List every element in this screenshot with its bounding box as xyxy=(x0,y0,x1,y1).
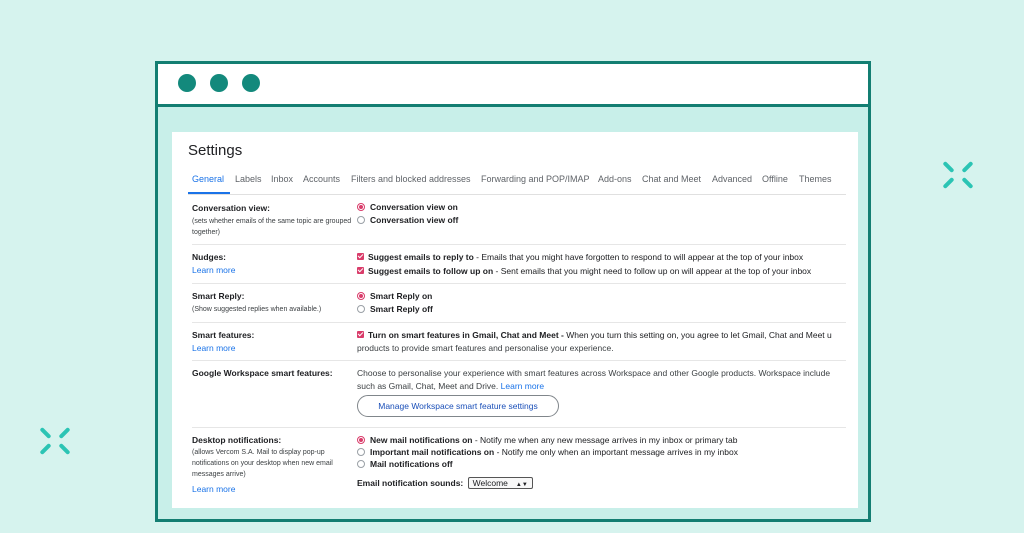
tab-filters[interactable]: Filters and blocked addresses xyxy=(351,174,471,184)
radio-checked-icon xyxy=(357,292,365,300)
tab-themes[interactable]: Themes xyxy=(799,174,832,184)
notification-sounds-row xyxy=(357,477,533,489)
tab-accounts[interactable]: Accounts xyxy=(303,174,341,184)
window-titlebar xyxy=(158,64,868,107)
setting-row-workspace xyxy=(192,361,846,428)
setting-description: (Show suggested replies when available.) xyxy=(192,306,322,313)
checkbox-checked-icon xyxy=(357,331,364,338)
setting-label: Smart Reply: xyxy=(192,291,245,301)
tab-offline[interactable]: Offline xyxy=(762,174,788,184)
radio-mail-notifications-off[interactable]: Mail notifications off xyxy=(357,459,453,469)
setting-description: (allows Vercom S.A. Mail to display pop-up notifications on your desktop when new email messages arrive) xyxy=(192,449,333,478)
setting-row-nudges xyxy=(192,245,846,284)
radio-unchecked-icon xyxy=(357,448,365,456)
setting-label: Desktop notifications: xyxy=(192,435,282,445)
tab-general[interactable]: General xyxy=(192,174,225,184)
setting-label: Smart features: xyxy=(192,330,255,340)
browser-window xyxy=(155,61,871,522)
page-title: Settings xyxy=(188,142,243,159)
setting-description: (sets whether emails of the same topic are grouped together) xyxy=(192,218,352,236)
setting-row-desktop-notifications xyxy=(192,428,846,508)
checkbox-checked-icon xyxy=(357,267,364,274)
notification-sounds-select[interactable]: Welcome ▲▼ xyxy=(468,477,533,489)
radio-conversation-view-off[interactable]: Conversation view off xyxy=(357,215,458,225)
radio-checked-icon xyxy=(357,203,365,211)
tab-inbox[interactable]: Inbox xyxy=(271,174,294,184)
learn-more-link[interactable]: Learn more xyxy=(192,265,236,275)
checkbox-checked-icon xyxy=(357,253,364,260)
setting-description-line2: such as Gmail, Chat, Meet and Drive. Learn more xyxy=(357,381,545,391)
setting-label: Google Workspace smart features: xyxy=(192,368,333,378)
decoration-spark-icon-right xyxy=(940,157,976,193)
window-dot-icon[interactable] xyxy=(178,74,196,92)
window-dot-icon[interactable] xyxy=(210,74,228,92)
setting-label: Nudges: xyxy=(192,252,226,262)
setting-label: Conversation view: xyxy=(192,203,270,213)
setting-description: products to provide smart features and personalise your experience. xyxy=(357,343,614,353)
checkbox-suggest-reply[interactable]: Suggest emails to reply to - Emails that you might have forgotten to respond to will appear at the top of your inbox xyxy=(357,252,803,262)
checkbox-smart-features[interactable]: Turn on smart features in Gmail, Chat and Meet - When you turn this setting on, you agree to let Gmail, Chat and Meet u xyxy=(357,330,832,340)
checkbox-suggest-follow-up[interactable]: Suggest emails to follow up on - Sent emails that you might need to follow up on will appear at the top of your inbox xyxy=(357,266,811,276)
radio-important-mail-notifications[interactable]: Important mail notifications on - Notify me only when an important message arrives in my inbox xyxy=(357,447,738,457)
tab-advanced[interactable]: Advanced xyxy=(712,174,753,184)
setting-row-conversation-view xyxy=(192,196,846,245)
active-tab-indicator xyxy=(188,192,230,194)
settings-tabs xyxy=(188,172,846,195)
tab-addons[interactable]: Add-ons xyxy=(598,174,632,184)
setting-description: Choose to personalise your experience with smart features across Workspace and other Google products. Workspace include xyxy=(357,368,831,378)
updown-arrow-icon: ▲▼ xyxy=(515,482,528,488)
manage-workspace-button[interactable]: Manage Workspace smart feature settings xyxy=(357,395,559,417)
tab-chat-meet[interactable]: Chat and Meet xyxy=(642,174,702,184)
notification-sounds-label: Email notification sounds: xyxy=(357,478,464,488)
decoration-spark-icon-left xyxy=(37,423,73,459)
tab-labels[interactable]: Labels xyxy=(235,174,262,184)
learn-more-link[interactable]: Learn more xyxy=(192,484,236,494)
radio-unchecked-icon xyxy=(357,216,365,224)
learn-more-link[interactable]: Learn more xyxy=(192,343,236,353)
radio-conversation-view-on[interactable]: Conversation view on xyxy=(357,202,458,212)
radio-smart-reply-on[interactable]: Smart Reply on xyxy=(357,291,432,301)
settings-panel xyxy=(172,132,858,508)
radio-new-mail-notifications[interactable]: New mail notifications on - Notify me when any new message arrives in my inbox or primary tab xyxy=(357,435,738,445)
window-dot-icon[interactable] xyxy=(242,74,260,92)
radio-checked-icon xyxy=(357,436,365,444)
tab-forwarding[interactable]: Forwarding and POP/IMAP xyxy=(481,174,590,184)
learn-more-link[interactable]: Learn more xyxy=(500,381,545,391)
radio-unchecked-icon xyxy=(357,460,365,468)
setting-row-smart-features xyxy=(192,323,846,361)
radio-smart-reply-off[interactable]: Smart Reply off xyxy=(357,304,433,314)
setting-row-smart-reply xyxy=(192,284,846,323)
radio-unchecked-icon xyxy=(357,305,365,313)
